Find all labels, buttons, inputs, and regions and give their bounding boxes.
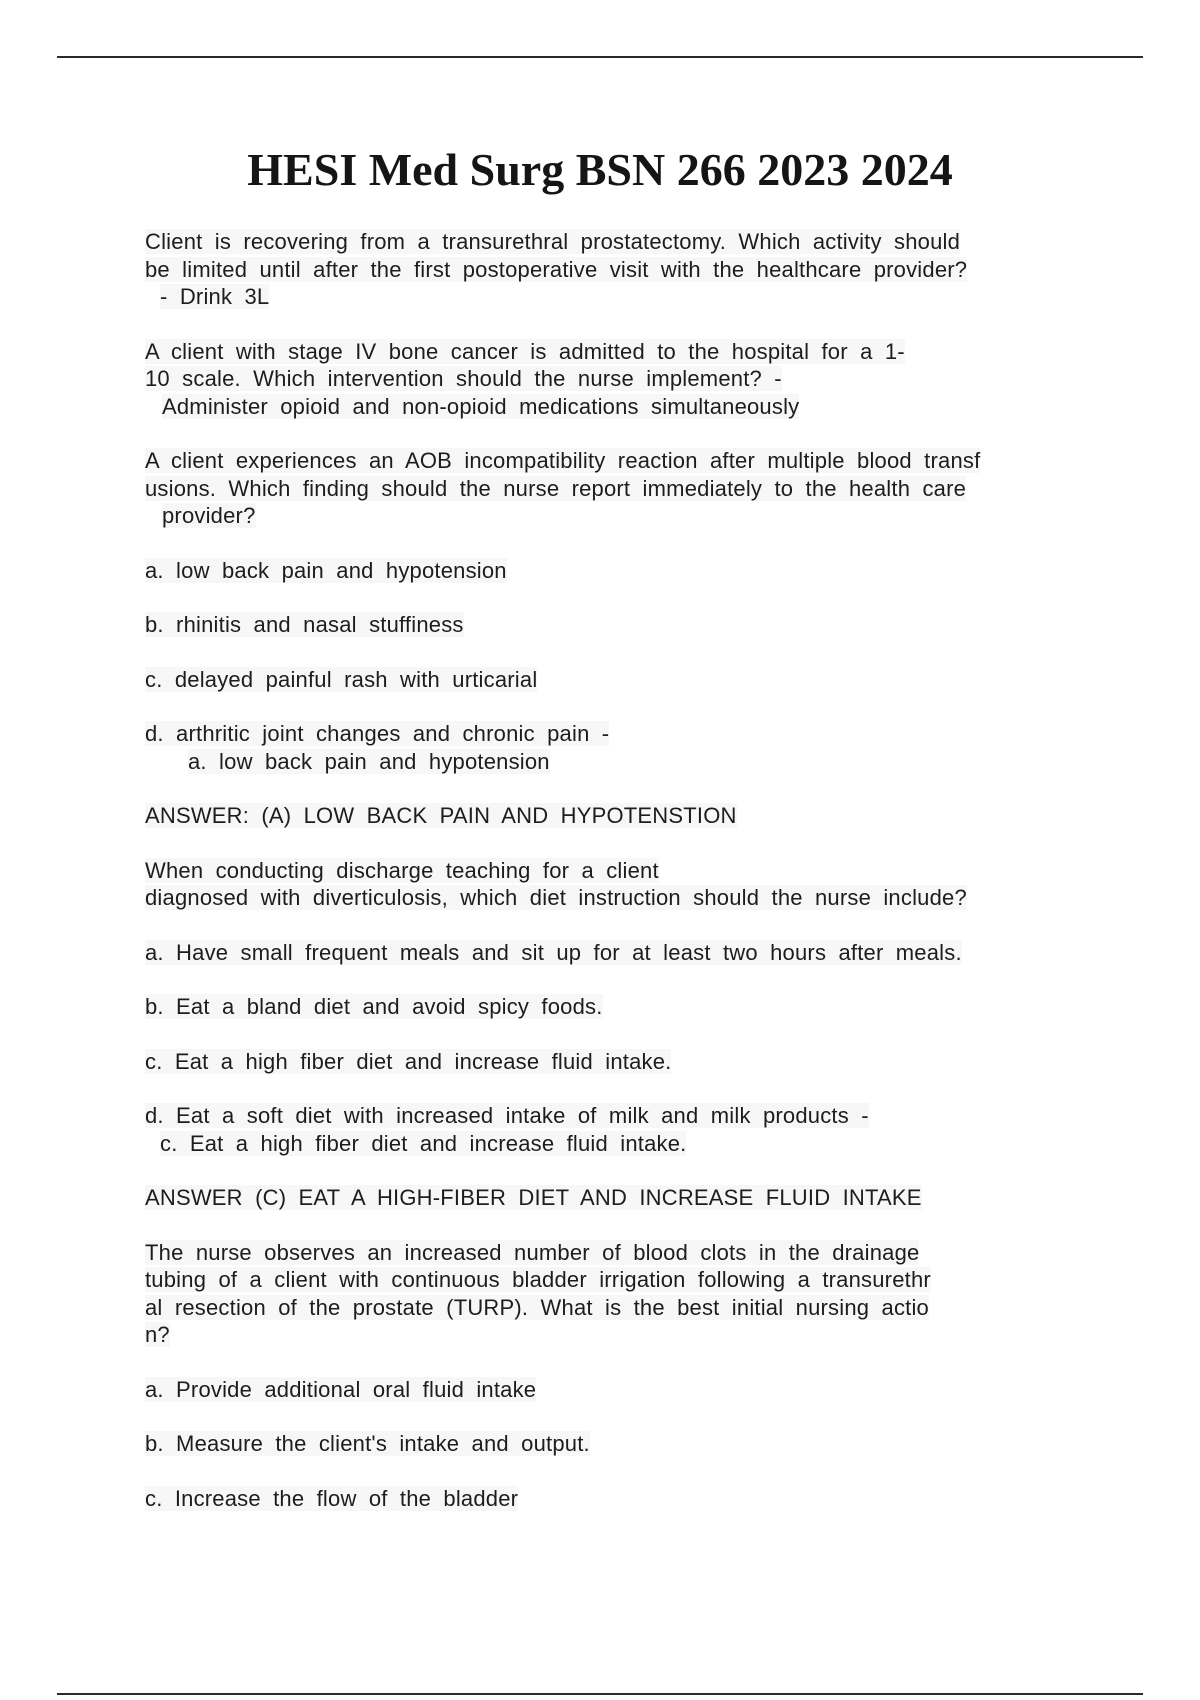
text-line: When conducting discharge teaching for a client <box>145 857 659 883</box>
option-line: c. Increase the flow of the bladder <box>145 1485 519 1511</box>
text-line: Client is recovering from a transurethral prostatectomy. Which activity should <box>145 229 961 254</box>
text-line: n? <box>145 1322 170 1347</box>
option-line: a. Have small frequent meals and sit up for at least two hours after meals. <box>145 939 962 965</box>
text-line: 10 scale. Which intervention should the nurse implement? - <box>145 366 782 391</box>
question-block <box>145 228 1085 311</box>
option-line: b. Measure the client's intake and output. <box>145 1431 590 1456</box>
question-block <box>145 1239 1085 1349</box>
text-line: provider? <box>162 503 256 528</box>
option-line: b. rhinitis and nasal stuffiness <box>145 612 464 637</box>
question-block <box>145 338 1085 421</box>
answer-line: a. low back pain and hypotension <box>188 748 550 774</box>
option-line: b. Eat a bland diet and avoid spicy foods. <box>145 994 603 1019</box>
option-block <box>145 1102 1085 1157</box>
option-line: a. Provide additional oral fluid intake <box>145 1376 537 1402</box>
text-line: be limited until after the first postoperative visit with the healthcare provider? <box>145 256 968 282</box>
answer-key: ANSWER (C) EAT A HIGH-FIBER DIET AND INCREASE FLUID INTAKE <box>145 1185 922 1210</box>
document-body <box>145 228 1085 1512</box>
option-line: c. Eat a high fiber diet and increase fluid intake. <box>145 1048 672 1074</box>
text-line: al resection of the prostate (TURP). What is the best initial nursing actio <box>145 1294 929 1320</box>
answer-line: c. Eat a high fiber diet and increase fluid intake. <box>160 1130 687 1156</box>
text-line: usions. Which finding should the nurse report immediately to the health care <box>145 475 967 501</box>
option-line: c. delayed painful rash with urticarial <box>145 666 538 692</box>
answer-line: Administer opioid and non-opioid medications simultaneously <box>162 393 800 419</box>
text-line: tubing of a client with continuous bladder irrigation following a transurethr <box>145 1267 931 1292</box>
option-line: d. arthritic joint changes and chronic pain - <box>145 721 610 746</box>
question-block <box>145 447 1085 530</box>
text-line: The nurse observes an increased number of blood clots in the drainage <box>145 1239 920 1265</box>
option-line: a. low back pain and hypotension <box>145 557 507 583</box>
bottom-rule <box>57 1693 1143 1695</box>
question-block <box>145 857 1085 912</box>
top-rule <box>57 56 1143 58</box>
text-line: A client with stage IV bone cancer is admitted to the hospital for a 1- <box>145 338 905 364</box>
option-block <box>145 720 1085 775</box>
answer-key: ANSWER: (A) LOW BACK PAIN AND HYPOTENSTION <box>145 803 737 828</box>
option-line: d. Eat a soft diet with increased intake of milk and milk products - <box>145 1103 869 1128</box>
text-line: diagnosed with diverticulosis, which diet instruction should the nurse include? <box>145 885 967 910</box>
text-line: A client experiences an AOB incompatibility reaction after multiple blood transf <box>145 448 981 473</box>
answer-line: - Drink 3L <box>160 284 270 309</box>
document-title: HESI Med Surg BSN 266 2023 2024 <box>247 144 953 195</box>
